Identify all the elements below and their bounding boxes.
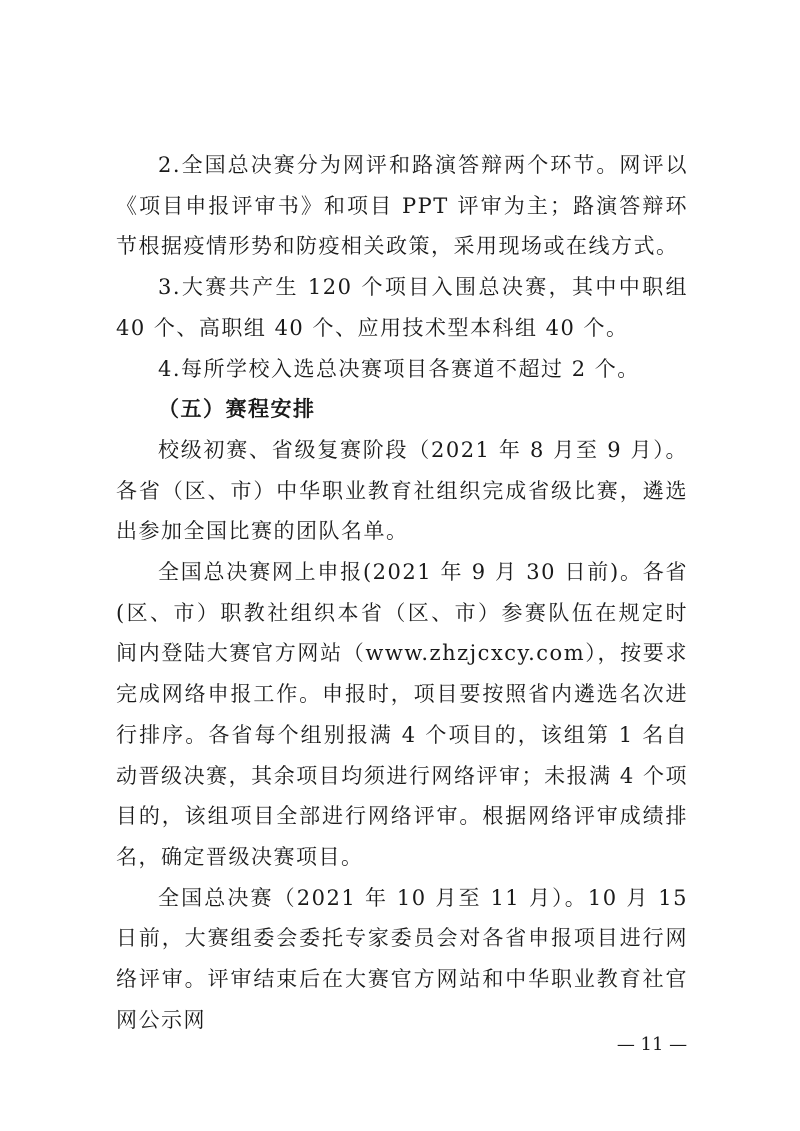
paragraph-school-provincial-stage: 校级初赛、省级复赛阶段（2021 年 8 月至 9 月）。各省（区、市）中华职业教育社组织完成省级比赛，遴选出参加全国比赛的团队名单。: [116, 437, 688, 544]
section-heading-schedule: （五）赛程安排: [158, 396, 316, 422]
paragraph-item-4: 4.每所学校入选总决赛项目各赛道不超过 2 个。: [158, 356, 640, 381]
paragraph-national-final: 全国总决赛（2021 年 10 月至 11 月）。10 月 15 日前，大赛组委会委托专家委员会对各省申报项目进行网络评审。评审结束后在大赛官方网站和中华职业教育社官网公示网: [116, 885, 688, 1032]
paragraph-online-application: 全国总决赛网上申报(2021 年 9 月 30 日前)。各省(区、市）职教社组织本省（区、市）参赛队伍在规定时间内登陆大赛官方网站（www.zhzjcxcy.com），按要求完成网络申报工作。申报时，项目要按照省内遴选名次进行排序。各省每个组别报满 4 个项目的，该组第 1 名自动晋级决赛，其余项目均须进行网络评审；未报满 4 个项目的，该组项目全部进行网络评审。根据网络评审成绩排名，确定晋级决赛项目。: [116, 560, 688, 869]
paragraph-item-3: 3.大赛共产生 120 个项目入围总决赛，其中中职组 40 个、高职组 40 个、应用技术型本科组 40 个。: [116, 275, 688, 340]
document-body: [116, 145, 688, 1040]
paragraph-item-2: 2.全国总决赛分为网评和路演答辩两个环节。网评以《项目申报评审书》和项目 PPT 评审为主；路演答辩环节根据疫情形势和防疫相关政策，采用现场或在线方式。: [116, 153, 688, 259]
page-number: — 11 —: [616, 1034, 688, 1055]
